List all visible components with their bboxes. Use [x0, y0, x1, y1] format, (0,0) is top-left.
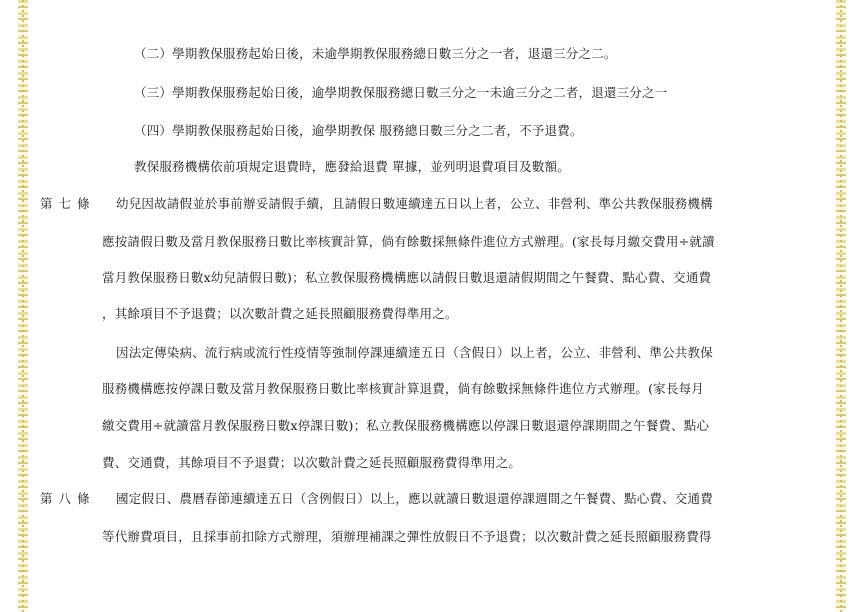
article-7-line-7: 繳交費用÷就讀當月教保服務日數x停課日數)；私立教保服務機構應以停課日數退還停課期間之午餐費、點心 [102, 418, 710, 433]
refund-receipt-note: 教保服務機構依前項規定退費時，應發給退費 單據，並列明退費項目及數額。 [134, 159, 570, 174]
article-7-line-1: 幼兒因故請假並於事前辦妥請假手續，且請假日數連續達五日以上者，公立、非營利、準公共教保服務機構 [116, 196, 713, 211]
article-7-line-3: 當月教保服務日數x幼兒請假日數)；私立教保服務機構應以請假日數退還請假期間之午餐費、點心費、交通費 [102, 270, 712, 285]
article-7-line-5: 因法定傳染病、流行病或流行性疫情等強制停課連續達五日（含假日）以上者，公立、非營利、準公共教保 [116, 345, 713, 360]
clause-2: （二）學期教保服務起始日後，未逾學期教保服務總日數三分之一者，退還三分之二。 [134, 46, 617, 61]
clause-3: （三）學期教保服務起始日後，逾學期教保服務總日數三分之一未逾三分之二者，退還三分之一 [134, 85, 668, 100]
article-7-label: 第七條 [40, 196, 96, 211]
decorative-border-right [836, 0, 846, 612]
article-7-line-4: ，其餘項目不予退費；以次數計費之延長照顧服務費得準用之。 [102, 306, 458, 321]
article-8-label: 第八條 [40, 491, 96, 506]
article-7-line-8: 費、交通費，其餘項目不予退費；以次數計費之延長照顧服務費得準用之。 [102, 455, 522, 470]
article-7-line-6: 服務機構應按停課日數及當月教保服務日數比率核實計算退費，倘有餘數採無條件進位方式辦理。(家長每月 [102, 381, 704, 396]
article-8-line-2: 等代辦費項目，且採事前扣除方式辦理，須辦理補課之彈性放假日不予退費；以次數計費之延長照顧服務費得 [102, 529, 712, 544]
article-7-line-2: 應按請假日數及當月教保服務日數比率核實計算，倘有餘數採無條件進位方式辦理。(家長每月繳交費用÷就讀 [102, 234, 715, 249]
clause-4: （四）學期教保服務起始日後，逾學期教保 服務總日數三分之二者，不予退費。 [134, 123, 583, 138]
article-8-line-1: 國定假日、農曆春節連續達五日（含例假日）以上，應以就讀日數退還停課週間之午餐費、點心費、交通費 [116, 491, 713, 506]
decorative-border-left [18, 0, 28, 612]
